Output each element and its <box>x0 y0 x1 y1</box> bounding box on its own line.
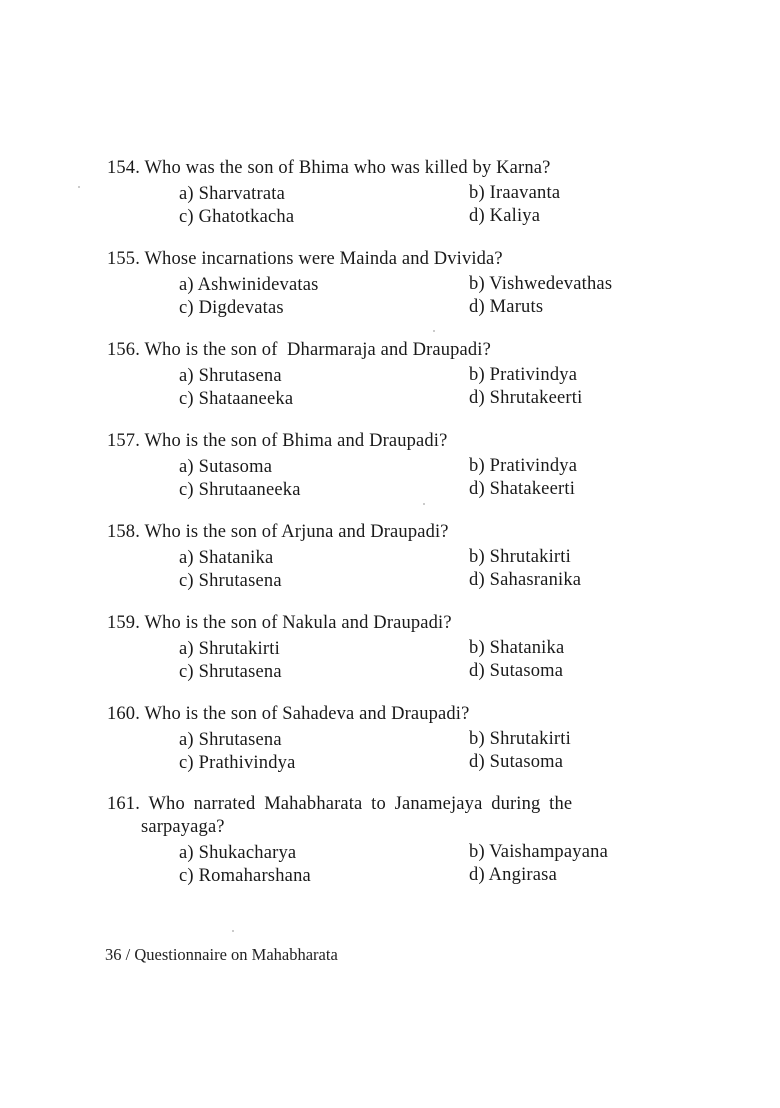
question-prompt-continued: sarpayaga? <box>141 817 225 837</box>
question-prompt: Who is the son of Nakula and Draupadi? <box>144 613 452 633</box>
question-161 <box>107 793 707 888</box>
option-b: b) Shatanika <box>469 638 565 658</box>
book-title: Questionnaire on Mahabharata <box>134 945 338 964</box>
question-number: 154. <box>107 158 140 178</box>
option-a: a) Shukacharya <box>179 843 297 863</box>
option-c: c) Shrutaaneeka <box>179 480 301 500</box>
option-b: b) Vishwedevathas <box>469 274 613 294</box>
page-number: 36 <box>105 945 122 964</box>
question-number: 160. <box>107 704 140 724</box>
question-text <box>107 248 707 271</box>
page-footer <box>105 945 338 965</box>
scan-speck <box>423 503 425 505</box>
answer-options <box>107 365 707 411</box>
question-text <box>107 157 707 180</box>
option-a: a) Sutasoma <box>179 457 273 477</box>
question-159 <box>107 612 707 684</box>
scan-speck <box>433 330 435 332</box>
option-d: d) Shrutakeerti <box>469 388 583 408</box>
option-d: d) Kaliya <box>469 206 541 226</box>
answer-options <box>107 274 707 320</box>
question-text <box>107 793 707 839</box>
question-number: 161. <box>107 794 140 814</box>
option-d: d) Sutasoma <box>469 752 564 772</box>
question-text <box>107 612 707 635</box>
question-prompt: Who was the son of Bhima who was killed by Karna? <box>144 158 551 178</box>
question-155 <box>107 248 707 320</box>
question-prompt: Who is the son of Sahadeva and Draupadi? <box>144 704 470 724</box>
option-d: d) Shatakeerti <box>469 479 576 499</box>
option-c: c) Shrutasena <box>179 571 282 591</box>
question-number: 155. <box>107 249 140 269</box>
option-d: d) Maruts <box>469 297 544 317</box>
option-d: d) Sahasranika <box>469 570 582 590</box>
question-prompt: Whose incarnations were Mainda and Dvivida? <box>144 249 503 269</box>
footer-separator: / <box>125 945 131 964</box>
option-c: c) Ghatotkacha <box>179 207 295 227</box>
option-b: b) Prativindya <box>469 456 578 476</box>
option-d: d) Sutasoma <box>469 661 564 681</box>
scan-speck <box>232 930 234 932</box>
question-number: 158. <box>107 522 140 542</box>
question-156 <box>107 339 707 411</box>
question-number: 157. <box>107 431 140 451</box>
option-c: c) Shrutasena <box>179 662 282 682</box>
question-154 <box>107 157 707 229</box>
question-text <box>107 521 707 544</box>
answer-options <box>107 638 707 684</box>
answer-options <box>107 842 707 888</box>
question-158 <box>107 521 707 593</box>
question-number: 156. <box>107 340 140 360</box>
option-c: c) Prathivindya <box>179 753 296 773</box>
question-prompt: Who is the son of Dharmaraja and Draupadi? <box>144 340 491 360</box>
option-a: a) Shrutakirti <box>179 639 280 659</box>
question-157 <box>107 430 707 502</box>
question-number: 159. <box>107 613 140 633</box>
question-prompt: Who is the son of Bhima and Draupadi? <box>144 431 448 451</box>
answer-options <box>107 547 707 593</box>
option-b: b) Vaishampayana <box>469 842 608 862</box>
answer-options <box>107 729 707 775</box>
option-b: b) Prativindya <box>469 365 578 385</box>
option-c: c) Romaharshana <box>179 866 311 886</box>
option-a: a) Shrutasena <box>179 366 282 386</box>
option-b: b) Shrutakirti <box>469 729 571 749</box>
question-text <box>107 430 707 453</box>
option-a: a) Sharvatrata <box>179 184 286 204</box>
answer-options <box>107 456 707 502</box>
option-c: c) Shataaneeka <box>179 389 294 409</box>
option-c: c) Digdevatas <box>179 298 284 318</box>
answer-options <box>107 183 707 229</box>
option-a: a) Shatanika <box>179 548 274 568</box>
option-a: a) Shrutasena <box>179 730 282 750</box>
question-text <box>107 703 707 726</box>
question-text <box>107 339 707 362</box>
option-b: b) Iraavanta <box>469 183 561 203</box>
option-d: d) Angirasa <box>469 865 557 885</box>
option-b: b) Shrutakirti <box>469 547 571 567</box>
question-prompt: Who is the son of Arjuna and Draupadi? <box>144 522 449 542</box>
question-prompt: Who narrated Mahabharata to Janamejaya during the <box>148 794 573 814</box>
question-160 <box>107 703 707 775</box>
scan-speck <box>78 186 80 188</box>
option-a: a) Ashwinidevatas <box>179 275 319 295</box>
